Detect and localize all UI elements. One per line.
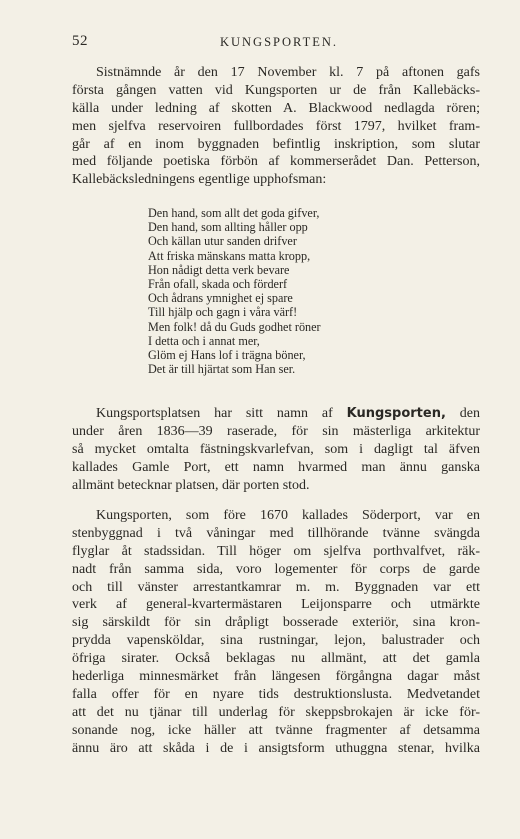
poem-verse: Från ofall, skada och förderf: [148, 276, 288, 291]
poem-verse: Och källan utur sanden drifver: [148, 234, 297, 249]
paragraph-kungsportsplatsen: [72, 405, 480, 494]
text-line: prydda vapensköldar, sina rustningar, lejon, balustrader och: [72, 633, 480, 649]
text-line: nadt från samma sida, voro logementer för corps de garde: [72, 561, 480, 577]
text-line: Kallebäcksledningens egentlige upphofsman:: [72, 172, 327, 188]
text-line: stenbyggnad i två våningar med tillhörande tvänne svängda: [72, 525, 480, 541]
text-line: så mycket omtalta fästningskvarlefvan, som i dagligt tal äfven: [72, 441, 480, 457]
text-line: sonande nog, icke häller att tvänne fragmenter af detsamma: [72, 722, 480, 738]
text-line: under åren 1836—39 raserade, för sin mästerliga arkitektur: [72, 423, 480, 439]
paragraph-kungsporten-history: [72, 507, 480, 757]
poem-verse: Till hjälp och gagn i våra värf!: [148, 305, 298, 320]
text-line: första gången vatten vid Kungsporten ur de från Kallebäcks-: [72, 82, 480, 98]
text-line: allmänt betecknar platsen, där porten stod.: [72, 477, 310, 493]
text-line: med följande poetiska förbön af kommerserådet Dan. Petterson,: [72, 154, 480, 170]
poem-verse: Att friska mänskans matta kropp,: [148, 248, 311, 263]
text-line: ännu äro att skåda i de i ansigtsform uthuggna stenar, hvilka: [72, 740, 480, 756]
text-line: sig särskildt för sin dråpligt bosserade exteriör, sina kron-: [72, 615, 480, 631]
poem-verse: Den hand, som allting håller opp: [148, 220, 308, 235]
text-run: den: [445, 406, 480, 421]
text-line: Kungsporten, som före 1670 kallades Söderport, var en: [96, 508, 480, 523]
poem-verse: I detta och i annat mer,: [148, 333, 260, 348]
text-line: verk af general-kvartermästaren Leijonsparre och utmärkte: [72, 597, 480, 613]
page-number: 52: [72, 33, 88, 49]
text-line: Sistnämnde år den 17 November kl. 7 på aftonen gafs: [96, 65, 480, 80]
paragraph-intro: [72, 64, 480, 189]
text-line: och till vänster arrestantkamrar m. m. Byggnaden var ett: [72, 579, 480, 595]
text-line: källa under ledning af skotten A. Blackwood nedlagda rören;: [72, 100, 480, 116]
text-line: går af en inom byggnaden befintlig inskription, som slutar: [72, 136, 480, 152]
text-line: hederliga minnesmärket från längesen förgångna dagar måst: [72, 669, 480, 685]
text-line: att det nu tjänar till underlag för skeppsbrokajen är icke för-: [72, 704, 480, 720]
poem-verse: Glöm ej Hans lof i trägna böner,: [148, 347, 306, 362]
text-line: men sjelfva reservoiren fullbordades först 1797, hvilket fram-: [72, 118, 480, 134]
text-line: öfriga sirater. Också beklagas nu allmänt, att det gamla: [72, 651, 480, 667]
text-line: falla offer för en nyare tids destruktionslusta. Medvetandet: [72, 686, 480, 702]
poem-inscription: [148, 206, 388, 376]
bold-term: Kungsporten,: [346, 406, 446, 421]
running-title: KUNGSPORTEN.: [219, 35, 339, 49]
poem-verse: Den hand, som allt det goda gifver,: [148, 206, 320, 220]
poem-verse: Hon nådigt detta verk bevare: [148, 262, 290, 277]
text-run: Kungsportsplatsen har sitt namn af: [96, 406, 347, 421]
poem-verse: Det är till hjärtat som Han ser.: [148, 362, 296, 377]
text-line: [72, 405, 480, 423]
text-line: flyglar åt stadssidan. Till höger om sjelfva porthvalfvet, räk-: [72, 543, 480, 559]
poem-verse: Och ådrans ymnighet ej spare: [148, 291, 293, 306]
poem-verse: Men folk! då du Guds godhet röner: [148, 319, 321, 334]
text-line: kallades Gamle Port, ett namn hvarmed man ännu ganska: [72, 459, 480, 475]
